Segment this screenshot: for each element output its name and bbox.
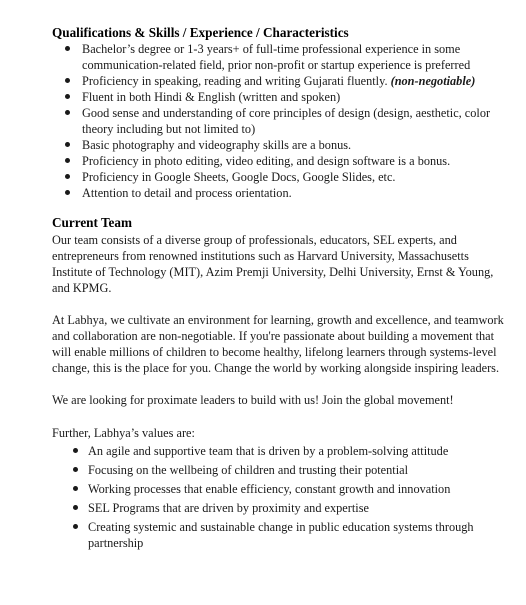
document-page xyxy=(52,24,508,554)
list-item xyxy=(52,519,508,551)
looking-paragraph: We are looking for proximate leaders to build with us! Join the global movement! xyxy=(52,393,454,407)
list-item xyxy=(52,153,508,169)
list-item xyxy=(52,41,508,73)
bullet-icon xyxy=(73,505,78,510)
values-list xyxy=(52,443,508,551)
list-item-text: Attention to detail and process orientation. xyxy=(82,186,292,200)
list-item-text: SEL Programs that are driven by proximity and expertise xyxy=(88,501,369,515)
list-item xyxy=(52,481,508,497)
bullet-icon xyxy=(73,486,78,491)
list-item-text: Basic photography and videography skills are a bonus. xyxy=(82,138,352,152)
bullet-icon xyxy=(65,174,70,179)
values-intro: Further, Labhya’s values are: xyxy=(52,426,195,440)
team-heading: Current Team xyxy=(52,215,132,230)
list-item xyxy=(52,462,508,478)
list-item-text: Proficiency in speaking, reading and writing Gujarati fluently. xyxy=(82,74,388,88)
list-item xyxy=(52,185,508,201)
list-item-text: Focusing on the wellbeing of children and trusting their potential xyxy=(88,463,408,477)
bullet-icon xyxy=(65,158,70,163)
bullet-icon xyxy=(65,190,70,195)
list-item xyxy=(52,137,508,153)
list-item xyxy=(52,443,508,459)
culture-paragraph: At Labhya, we cultivate an environment for learning, growth and excellence, and teamwork and collaboration are non-negotiable. If you're passionate about building a movement that will enable millions of children to become healthy, lifelong learners through systems-level change, this is the place for you. Change the world by working alongside inspiring leaders. xyxy=(52,313,504,375)
list-item-text: Fluent in both Hindi & English (written and spoken) xyxy=(82,90,341,104)
list-item-text: Good sense and understanding of core principles of design (design, aesthetic, color theory including but not limited to) xyxy=(82,106,491,136)
bullet-icon xyxy=(65,110,70,115)
bullet-icon xyxy=(65,78,70,83)
bullet-icon xyxy=(73,524,78,529)
bullet-icon xyxy=(65,142,70,147)
bullet-icon xyxy=(73,467,78,472)
list-item-text: Creating systemic and sustainable change in public education systems through partnership xyxy=(88,520,474,550)
list-item-text: An agile and supportive team that is driven by a problem-solving attitude xyxy=(88,444,449,458)
list-item-text: Bachelor’s degree or 1-3 years+ of full-time professional experience in some communication-related field, prior non-profit or startup experience is preferred xyxy=(82,42,471,72)
qualifications-heading: Qualifications & Skills / Experience / Characteristics xyxy=(52,25,349,40)
list-item xyxy=(52,500,508,516)
bullet-icon xyxy=(65,46,70,51)
non-negotiable-note: (non-negotiable) xyxy=(390,74,476,88)
list-item-text: Working processes that enable efficiency, constant growth and innovation xyxy=(88,482,451,496)
bullet-icon xyxy=(65,94,70,99)
list-item-text: Proficiency in photo editing, video editing, and design software is a bonus. xyxy=(82,154,451,168)
qualifications-list xyxy=(52,41,508,201)
list-item xyxy=(52,169,508,185)
list-item-text: Proficiency in Google Sheets, Google Docs, Google Slides, etc. xyxy=(82,170,396,184)
bullet-icon xyxy=(73,448,78,453)
list-item xyxy=(52,73,508,89)
team-paragraph: Our team consists of a diverse group of professionals, educators, SEL experts, and entrepreneurs from renowned institutions such as Harvard University, Massachusetts Institute of Technology (MIT), Azim Premji University, Delhi University, Ernst & Young, and KPMG. xyxy=(52,233,494,295)
list-item xyxy=(52,105,508,137)
list-item xyxy=(52,89,508,105)
